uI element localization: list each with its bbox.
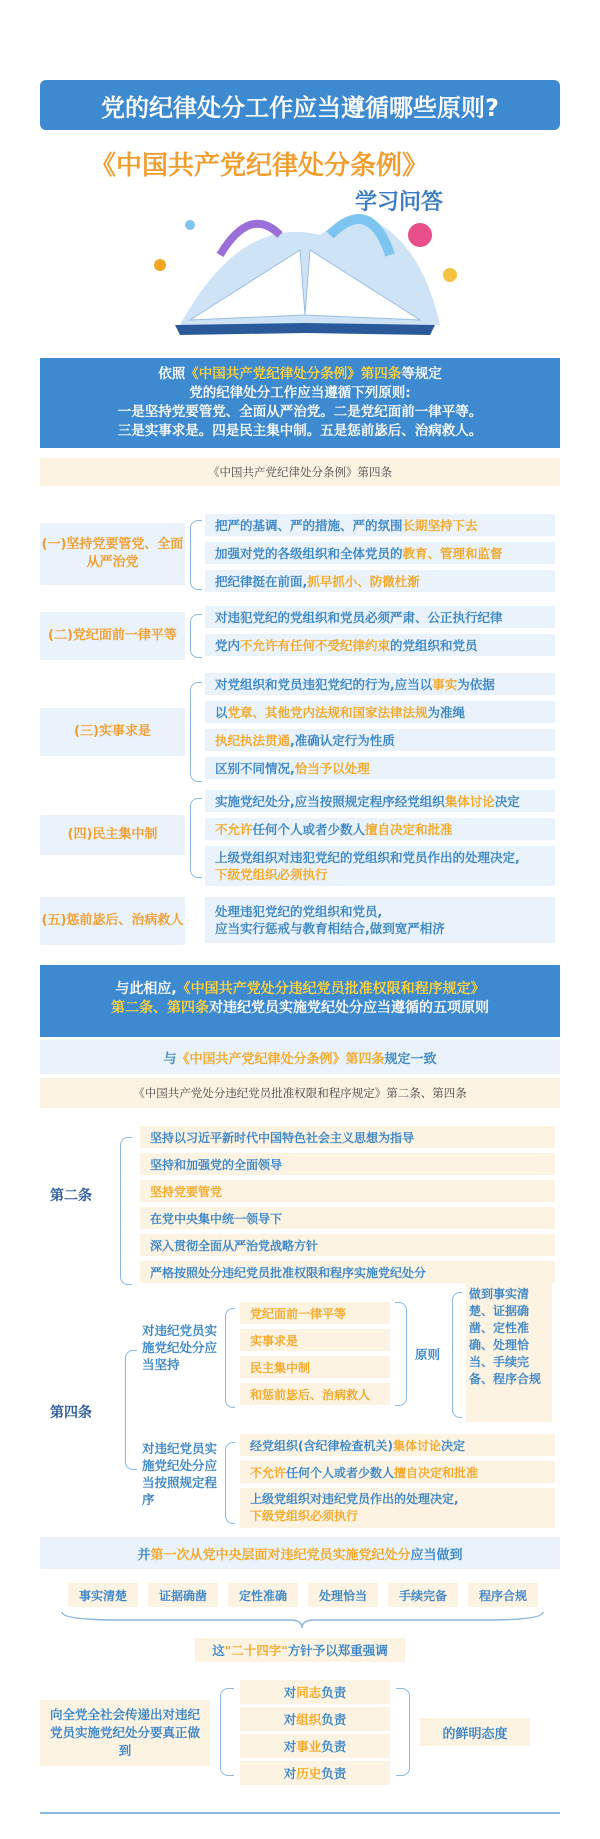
article4-label: 第四条 [50, 1405, 92, 1421]
bracket [225, 1442, 235, 1524]
article4-adhere-label: 对违纪党员实施党纪处分应当坚持 [142, 1323, 218, 1372]
page-title: 党的纪律处分工作应当遵循哪些原则? [40, 80, 560, 130]
section1-citation: 《中国共产党纪律处分条例》第四条 [40, 458, 560, 486]
principle-4-row-1: 实施党纪处分,应当按照规定程序经党组织 集体讨论 决定 [205, 790, 555, 812]
bracket [190, 520, 202, 590]
tag-3: 定性准确 [228, 1583, 298, 1607]
adhere-item-3: 民主集中制 [240, 1356, 390, 1378]
section2-banner: 与此相应,《中国共产党处分违纪党员批准权限和程序规定》 第二条、第四条对违纪党员实施党纪处分应当遵循的五项原则 [40, 965, 560, 1037]
brace-icon [60, 1610, 545, 1630]
principle-label-1: (一)坚持党要管党、全面从严治党 [40, 523, 185, 585]
bracket [452, 1292, 462, 1418]
principle-3-row-3: 执纪执法贯通 ,准确认定行为性质 [205, 729, 555, 751]
principle-label-5: (五)惩前毖后、治病救人 [40, 897, 185, 945]
article2-row-5: 深入贯彻全面从严治党战略方针 [140, 1234, 555, 1256]
principle-2-row-1: 对违犯党纪的党组织和党员必须严肃、公正执行纪律 [205, 606, 555, 628]
principle-4-row-2: 不允许 任何个人或者少数人 擅自决定和批准 [205, 818, 555, 840]
article2-label: 第二条 [50, 1188, 92, 1204]
article2-row-6: 严格按照处分违纪党员批准权限和程序实施党纪处分 [140, 1261, 555, 1283]
principle-3-row-2: 以 党章、其他党内法规和国家法律法规 为准绳 [205, 701, 555, 723]
adhere-item-4: 和惩前毖后、治病救人 [240, 1383, 390, 1405]
principle-2-row-2: 党内 不允许有任何不受纪律约束 的党组织和党员 [205, 634, 555, 656]
bracket [225, 1308, 235, 1408]
section1-banner [40, 358, 560, 448]
article2-row-3: 坚持党要管党 [140, 1180, 555, 1202]
principle-label-4: (四)民主集中制 [40, 815, 185, 855]
adhere-item-2: 实事求是 [240, 1329, 390, 1351]
section1-line2: 党的纪律处分工作应当遵循下列原则: [189, 385, 411, 401]
book-subtitle: 学习问答 [355, 190, 444, 215]
book-illustration-icon [120, 195, 480, 345]
tag-6: 程序合规 [468, 1583, 538, 1607]
tag-2: 证据确凿 [148, 1583, 218, 1607]
section1-line3: 一是坚持党要管党、全面从严治党。二是党纪面前一律平等。 [117, 404, 483, 420]
article2-row-4: 在党中央集中统一领导下 [140, 1207, 555, 1229]
principle-3-row-1: 对党组织和党员违犯党纪的行为,应当以 事实 为依据 [205, 673, 555, 695]
adhere-item-1: 党纪面前一律平等 [240, 1302, 390, 1324]
bracket [190, 682, 202, 782]
principle-label-3: (三)实事求是 [40, 708, 185, 756]
article4-procedure-label: 对违纪党员实施党纪处分应当按照规定程序 [142, 1441, 218, 1507]
article2-row-2: 坚持和加强党的全面领导 [140, 1153, 555, 1175]
article2-row-1: 坚持以习近平新时代中国特色社会主义思想为指导 [140, 1126, 555, 1148]
bracket [395, 1302, 407, 1406]
book-title: 《中国共产党纪律处分条例》 [90, 151, 429, 181]
attitude-box: 的鲜明态度 [420, 1718, 530, 1746]
bracket [396, 1688, 410, 1776]
section1-line1-post: 等规定 [401, 366, 442, 382]
bracket [190, 798, 202, 878]
resp-4: 对 历史 负责 [240, 1761, 390, 1785]
resp-1: 对 同志 负责 [240, 1680, 390, 1704]
principle-4-row-3: 上级党组织对违犯党纪的党组织和党员作出的处理决定, 下级党组织必须执行 [205, 846, 555, 886]
principle-5-row-1: 处理违犯党纪的党组织和党员, 应当实行惩戒与教育相结合,做到宽严相济 [205, 897, 555, 943]
principle-3-row-4: 区别不同情况, 恰当予以处理 [205, 757, 555, 779]
principle-1-row-2: 加强对党的各级组织和全体党员的 教育、管理和监督 [205, 542, 555, 564]
tag-5: 手续完备 [388, 1583, 458, 1607]
section2-citation: 《中国共产党处分违纪党员批准权限和程序规定》第二条、第四条 [40, 1078, 560, 1108]
achieve-box: 做到事实清楚、证据确凿、定性准确、处理恰当、手续完备、程序合规 [466, 1282, 552, 1422]
bracket [190, 614, 202, 658]
resp-2: 对 组织 负责 [240, 1707, 390, 1731]
section1-line1-highlight: 《中国共产党纪律处分条例》第四条 [185, 366, 402, 382]
procedure-row-1: 经党组织(含纪律检查机关) 集体讨论 决定 [240, 1434, 555, 1456]
principle-1-row-3: 把纪律挺在前面, 抓早抓小、防微杜渐 [205, 570, 555, 592]
resp-3: 对 事业 负责 [240, 1734, 390, 1758]
emphasis-note: 这 "二十四字" 方针予以郑重强调 [195, 1638, 405, 1662]
procedure-row-3: 上级党组织对违纪党员作出的处理决定, 下级党组织必须执行 [240, 1488, 555, 1528]
principle-label-2: (二)党纪面前一律平等 [40, 612, 185, 660]
tag-4: 处理恰当 [308, 1583, 378, 1607]
section1-line1-pre: 依照 [158, 366, 186, 382]
bracket [120, 1137, 132, 1285]
principle-1-row-1: 把严的基调、严的措施、严的氛围 长期坚持下去 [205, 514, 555, 536]
consistent-note: 与 《中国共产党纪律处分条例》第四条 规定一致 [40, 1040, 560, 1074]
section1-line4: 三是实事求是。四是民主集中制。五是惩前毖后、治病救人。 [117, 423, 483, 439]
convey-box: 向全党全社会传递出对违纪党员实施党纪处分要真正做到 [40, 1700, 210, 1766]
section3-line: 并 第一次从党中央层面对违纪党员实施党纪处分 应当做到 [40, 1537, 560, 1569]
bottom-divider [40, 1812, 560, 1814]
principle-word: 原则 [415, 1347, 441, 1362]
bracket [125, 1350, 137, 1470]
tag-1: 事实清楚 [68, 1583, 138, 1607]
procedure-row-2: 不允许 任何个人或者少数人 擅自决定和批准 [240, 1461, 555, 1483]
bracket [220, 1688, 234, 1776]
